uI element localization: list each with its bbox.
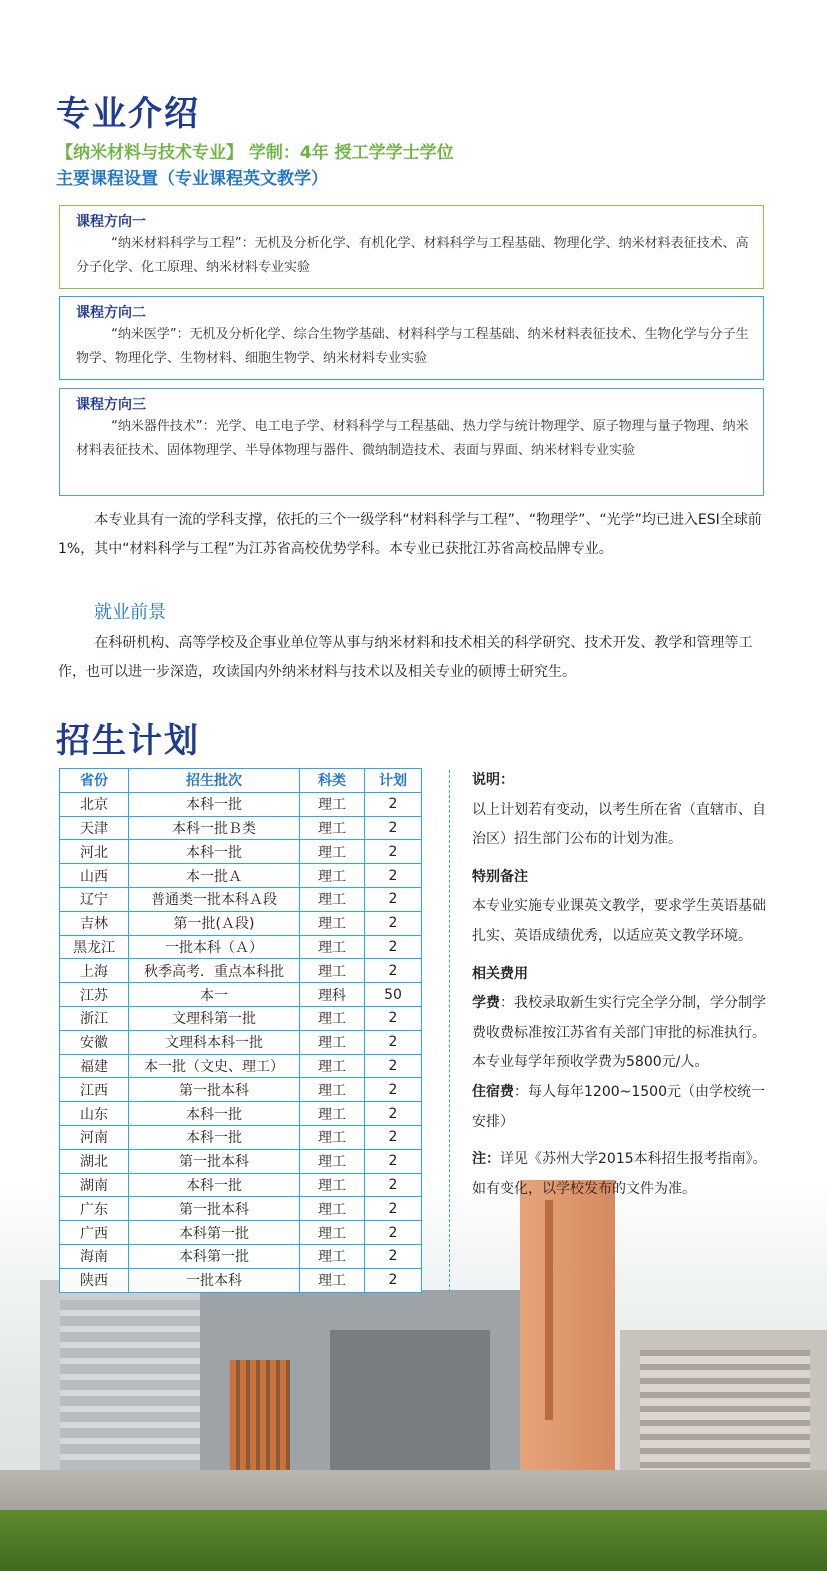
- cell-batch: 第一批本科: [129, 1197, 300, 1221]
- cell-quota: 2: [365, 1078, 422, 1102]
- cell-province: 吉林: [60, 911, 129, 935]
- plan-title: 招生计划: [56, 721, 200, 761]
- cell-batch: 本科一批Ｂ类: [129, 816, 300, 840]
- cell-category: 理工: [300, 1173, 365, 1197]
- special-label: 特别备注: [472, 868, 528, 885]
- support-paragraph: 本专业具有一流的学科支撑，依托的三个一级学科“材料科学与工程”、“物理学”、“光学”均已进入ESI全球前1%，其中“材料科学与工程”为江苏省高校优势学科。本专业已获批江苏省高校品牌专业。: [58, 512, 762, 557]
- direction-title: 课程方向一: [76, 214, 146, 230]
- cell-quota: 2: [365, 1221, 422, 1245]
- cell-category: 理工: [300, 864, 365, 888]
- cell-batch: 本科第一批: [129, 1244, 300, 1268]
- cell-province: 福建: [60, 1054, 129, 1078]
- cell-batch: 文理科本科一批: [129, 1030, 300, 1054]
- cell-province: 北京: [60, 792, 129, 816]
- cell-batch: 本一批Ａ: [129, 864, 300, 888]
- cell-province: 江苏: [60, 983, 129, 1007]
- cell-quota: 2: [365, 1054, 422, 1078]
- cell-province: 广西: [60, 1221, 129, 1245]
- tuition-label: 学费: [472, 995, 500, 1012]
- remark-line: [472, 1145, 772, 1204]
- cell-quota: 50: [365, 983, 422, 1007]
- cell-quota: 2: [365, 1006, 422, 1030]
- cell-category: 理工: [300, 1102, 365, 1126]
- table-row: [60, 1125, 422, 1149]
- cell-province: 广东: [60, 1197, 129, 1221]
- cell-category: 理工: [300, 1030, 365, 1054]
- cell-province: 上海: [60, 959, 129, 983]
- cell-quota: 2: [365, 1197, 422, 1221]
- table-row: [60, 935, 422, 959]
- cell-quota: 2: [365, 1149, 422, 1173]
- course-direction-2: [59, 296, 764, 380]
- cell-province: 河北: [60, 840, 129, 864]
- cell-category: 理工: [300, 840, 365, 864]
- table-row: [60, 959, 422, 983]
- cell-province: 安徽: [60, 1030, 129, 1054]
- cell-batch: 秋季高考．重点本科批: [129, 959, 300, 983]
- table-row: [60, 1268, 422, 1292]
- cell-category: 理工: [300, 1268, 365, 1292]
- cell-quota: 2: [365, 1173, 422, 1197]
- cell-batch: 本科一批: [129, 840, 300, 864]
- table-row: [60, 792, 422, 816]
- table-row: [60, 1030, 422, 1054]
- cell-quota: 2: [365, 1125, 422, 1149]
- table-row: [60, 887, 422, 911]
- cell-quota: 2: [365, 911, 422, 935]
- cell-batch: 本科一批: [129, 792, 300, 816]
- tuition-line: [472, 989, 772, 1078]
- cell-province: 湖南: [60, 1173, 129, 1197]
- cell-quota: 2: [365, 1244, 422, 1268]
- cell-category: 理工: [300, 1244, 365, 1268]
- cell-category: 理工: [300, 1078, 365, 1102]
- cell-category: 理工: [300, 1149, 365, 1173]
- cell-province: 辽宁: [60, 887, 129, 911]
- note-text: 以上计划若有变动，以考生所在省（直辖市、自治区）招生部门公布的计划为准。: [472, 801, 766, 848]
- tuition-text: ：我校录取新生实行完全学分制，学分制学费收费标准按江苏省有关部门审批的标准执行。本专业每学年预收学费为5800元/人。: [472, 995, 766, 1071]
- cell-category: 理工: [300, 911, 365, 935]
- table-row: [60, 1221, 422, 1245]
- fees-label: 相关费用: [472, 965, 528, 982]
- table-row: [60, 840, 422, 864]
- cell-category: 理工: [300, 887, 365, 911]
- cell-province: 河南: [60, 1125, 129, 1149]
- table-header-row: [60, 769, 422, 793]
- cell-batch: 第一批本科: [129, 1149, 300, 1173]
- cell-category: 理工: [300, 816, 365, 840]
- cell-province: 山西: [60, 864, 129, 888]
- cell-category: 理工: [300, 792, 365, 816]
- cell-category: 理工: [300, 959, 365, 983]
- intro-title: 专业介绍: [56, 94, 200, 134]
- cell-province: 山东: [60, 1102, 129, 1126]
- cell-quota: 2: [365, 1030, 422, 1054]
- cell-batch: 一批本科（Ａ）: [129, 935, 300, 959]
- direction-body: “纳米医学”：无机及分析化学、综合生物学基础、材料科学与工程基础、纳米材料表征技术、生物化学与分子生物学、物理化学、生物材料、细胞生物学、纳米材料专业实验: [76, 327, 749, 366]
- cell-category: 理工: [300, 1054, 365, 1078]
- table-row: [60, 1102, 422, 1126]
- lodging-text: ：每人每年1200~1500元（由学校统一安排）: [472, 1083, 765, 1130]
- major-line: 【纳米材料与技术专业】 学制：4年 授工学学士学位: [56, 143, 454, 163]
- cell-quota: 2: [365, 959, 422, 983]
- cell-batch: 一批本科: [129, 1268, 300, 1292]
- table-row: [60, 1054, 422, 1078]
- direction-body: “纳米材料科学与工程”：无机及分析化学、有机化学、材料科学与工程基础、物理化学、纳米材料表征技术、高分子化学、化工原理、纳米材料专业实验: [76, 236, 749, 275]
- cell-batch: 本科一批: [129, 1125, 300, 1149]
- cell-batch: 本科一批: [129, 1102, 300, 1126]
- cell-batch: 文理科第一批: [129, 1006, 300, 1030]
- header-province: 省份: [60, 769, 129, 793]
- table-row: [60, 1173, 422, 1197]
- header-category: 科类: [300, 769, 365, 793]
- cell-province: 陕西: [60, 1268, 129, 1292]
- cell-batch: 本科第一批: [129, 1221, 300, 1245]
- course-direction-3: [59, 388, 764, 496]
- career-title: 就业前景: [94, 602, 166, 623]
- cell-quota: 2: [365, 792, 422, 816]
- cell-category: 理工: [300, 1006, 365, 1030]
- cell-quota: 2: [365, 887, 422, 911]
- lodging-label: 住宿费: [472, 1083, 514, 1100]
- cell-province: 江西: [60, 1078, 129, 1102]
- table-row: [60, 911, 422, 935]
- table-row: [60, 1149, 422, 1173]
- courses-line: 主要课程设置（专业课程英文教学）: [56, 169, 328, 189]
- table-row: [60, 983, 422, 1007]
- cell-province: 湖北: [60, 1149, 129, 1173]
- divider-line: [449, 770, 450, 1292]
- lodging-line: [472, 1078, 772, 1137]
- header-batch: 招生批次: [129, 769, 300, 793]
- cell-category: 理工: [300, 1221, 365, 1245]
- remark-text: 详见《苏州大学2015本科招生报考指南》。如有变化，以学校发布的文件为准。: [472, 1151, 767, 1197]
- cell-category: 理工: [300, 935, 365, 959]
- table-row: [60, 1197, 422, 1221]
- cell-province: 天津: [60, 816, 129, 840]
- header-quota: 计划: [365, 769, 422, 793]
- cell-batch: 本科一批: [129, 1173, 300, 1197]
- direction-title: 课程方向二: [76, 305, 146, 321]
- direction-body: “纳米器件技术”：光学、电工电子学、材料科学与工程基础、热力学与统计物理学、原子物理与量子物理、纳米材料表征技术、固体物理学、半导体物理与器件、微纳制造技术、表面与界面、纳米材料专业实验: [76, 419, 749, 458]
- table-row: [60, 864, 422, 888]
- table-row: [60, 816, 422, 840]
- career-paragraph: 在科研机构、高等学校及企事业单位等从事与纳米材料和技术相关的科学研究、技术开发、教学和管理等工作，也可以进一步深造，攻读国内外纳米材料与技术以及相关专业的硕博士研究生。: [58, 635, 753, 680]
- note-label: 说明：: [472, 772, 514, 788]
- table-row: [60, 1078, 422, 1102]
- cell-quota: 2: [365, 1102, 422, 1126]
- cell-category: 理科: [300, 983, 365, 1007]
- notes-panel: [472, 766, 772, 1204]
- cell-category: 理工: [300, 1197, 365, 1221]
- cell-batch: 普通类一批本科Ａ段: [129, 887, 300, 911]
- table-row: [60, 1244, 422, 1268]
- cell-quota: 2: [365, 816, 422, 840]
- enrollment-plan-table: [59, 768, 422, 1293]
- cell-province: 黑龙江: [60, 935, 129, 959]
- cell-category: 理工: [300, 1125, 365, 1149]
- cell-province: 海南: [60, 1244, 129, 1268]
- cell-batch: 第一批本科: [129, 1078, 300, 1102]
- cell-province: 浙江: [60, 1006, 129, 1030]
- cell-quota: 2: [365, 935, 422, 959]
- cell-batch: 第一批(Ａ段): [129, 911, 300, 935]
- special-text: 本专业实施专业课英文教学，要求学生英语基础扎实、英语成绩优秀，以适应英文教学环境。: [472, 898, 766, 944]
- cell-quota: 2: [365, 840, 422, 864]
- cell-quota: 2: [365, 864, 422, 888]
- cell-batch: 本一批（文史、理工）: [129, 1054, 300, 1078]
- direction-title: 课程方向三: [76, 397, 146, 413]
- remark-label: 注：: [472, 1151, 500, 1168]
- course-direction-1: [59, 205, 764, 289]
- cell-batch: 本一: [129, 983, 300, 1007]
- table-row: [60, 1006, 422, 1030]
- cell-quota: 2: [365, 1268, 422, 1292]
